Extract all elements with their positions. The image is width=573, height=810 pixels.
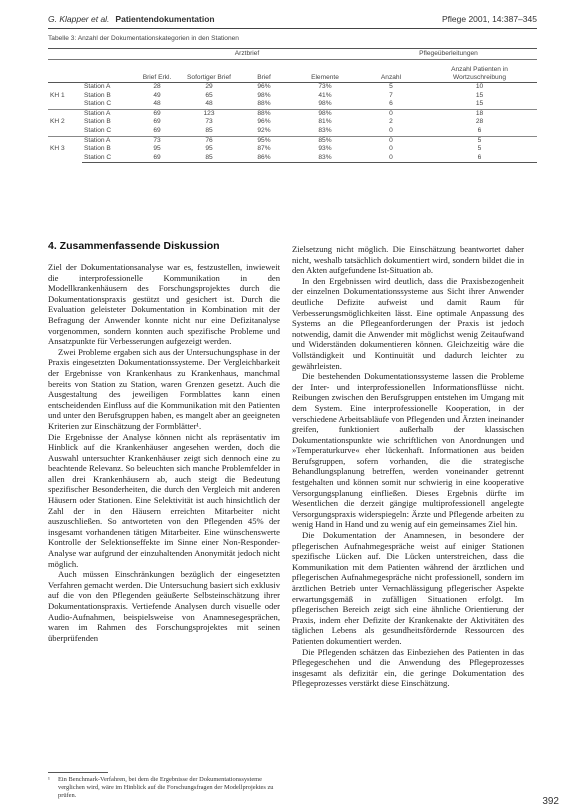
station-label: Station A: [82, 109, 134, 118]
table-cell: 0: [360, 154, 422, 163]
left-column: [48, 262, 280, 643]
table-cell: 5: [422, 136, 537, 145]
table-row: [48, 136, 537, 145]
paragraph: Die Dokumentation der Anamnesen, in besondere der pflegerischen Aufnahmegespräche weist auf einiger Stationen spezifische Lücken auf. Die Lücken unterstreichen, dass die Kommunikation mit dem Patienten während der ärztlichen und pflegerischen Aufnahmegespräche nicht professionell, sondern im ärztlichen Betrieb unter Vernachlässigung pflegerischer Aspekte erwartungsgemäß in zufälligen Situationen erfolgt. Im pflegerischen Bereich zeigt sich eine ähnliche Orientierung der Praxis, indem eher Defizite der Krankenakte der Aktivitäten des täglichen Lebens als gesundheitsfördernde Ressourcen des Patienten dokumentiert werden.: [292, 530, 524, 646]
table-row: [48, 109, 537, 118]
station-label: Station B: [84, 91, 111, 99]
table-cell: 81%: [318, 118, 332, 126]
table-cell: 87%: [257, 145, 271, 153]
table-header-row: [48, 60, 537, 83]
paragraph: Zielsetzung nicht möglich. Die Einschätzung beantwortet daher nicht, weshalb tatsächlich dokumentiert wird, sondern bildet die in den Akten aufgefundene Ist-Situation ab.: [292, 244, 524, 276]
col-header: Anzahl Patienten in Wortzuschreibung: [422, 60, 537, 83]
table-row: [48, 154, 537, 163]
table-cell: 86%: [238, 154, 290, 163]
table-cell: 95%: [238, 136, 290, 145]
table-cell: 41%: [318, 91, 332, 99]
table-cell: 85%: [290, 136, 360, 145]
table-cell: 6: [422, 154, 537, 163]
right-column: [292, 244, 524, 689]
table-cell: 7: [389, 91, 393, 99]
hospital-label: KH 1: [48, 83, 82, 110]
table-cell: 98%: [257, 91, 271, 99]
table-cell: 73: [134, 136, 180, 145]
table-cell: 76: [180, 136, 238, 145]
table-cell: 15: [475, 91, 484, 99]
header-authors: G. Klapper et al.: [48, 14, 110, 24]
footnote-text: Ein Benchmark-Verfahren, bei dem die Ergebnisse der Dokumentationssysteme verglichen wird, wäre im Hinblick auf die Forschungsfragen der Modellprojektes zu prüfen.: [58, 776, 274, 799]
station-label: Station B: [84, 145, 111, 153]
running-header: [48, 14, 537, 26]
table-row: [48, 118, 537, 127]
table-cell: 65: [205, 91, 213, 99]
table-cell: 10: [422, 83, 537, 92]
group-header-pflege: Pflegeüberleitungen: [360, 49, 537, 60]
group-header-arztbrief: Arztbrief: [134, 49, 360, 60]
table-cell: 48: [153, 100, 161, 108]
station-label: Station C: [84, 100, 112, 108]
table-cell: 93%: [318, 145, 332, 153]
paragraph: In den Ergebnissen wird deutlich, dass die Praxisbezogenheit der einzelnen Dokumentationssysteme aus Sicht ihrer Anwender deutliche Defizite aufweist und damit Raum für Verbesserungsmöglichkeiten lässt. Eine optimale Anpassung des Systems an die Pflegeanforderungen der Praxis ist jedoch notwendig, damit die Anwender mit möglichst wenig Zeitaufwand und Widerständen dokumentieren können. Gleichzeitig wäre die Vollständigkeit und Kontinuität und dadurch leichter zu gewährleisten.: [292, 275, 524, 371]
table-body: [48, 83, 537, 163]
section-title: 4. Zusammenfassende Diskussion: [48, 240, 220, 252]
station-label: Station B: [84, 118, 111, 126]
header-left: [48, 14, 215, 24]
hospital-label: KH 3: [48, 136, 82, 163]
station-label: Station A: [82, 83, 134, 92]
table-row: [48, 100, 537, 109]
table-row: [48, 145, 537, 154]
table-group-header-row: [48, 49, 537, 60]
table-cell: 98%: [318, 100, 332, 108]
table-cell: 48: [205, 100, 213, 108]
table-cell: 18: [422, 109, 537, 118]
header-section: Patientendokumentation: [115, 14, 215, 24]
paragraph: Ziel der Dokumentationsanalyse war es, festzustellen, inwieweit die interprofessionelle Kommunikation in den Modellkrankenhäusern des Forschungsprojektes durch die Dokumentationspraxis gestützt und gesichert ist. Durch die Evaluation geleisteter Dokumentation in Kombination mit der Befragung der Anwender konnte nicht nur eine Defizitanalyse vorgenommen, sondern konnten auch spezifische Probleme und Ansatzpunkte für Verbesserungen aufgezeigt werden.: [48, 262, 280, 347]
col-header: Elemente: [290, 60, 360, 83]
table-row: [48, 83, 537, 92]
station-label: Station C: [84, 126, 112, 134]
table-cell: 0: [360, 136, 422, 145]
table-cell: 98%: [290, 109, 360, 118]
paragraph: Die Pflegenden schätzen das Einbeziehen des Patienten in das Pflegegeschehen und die Anwendung des Pflegeprozesses insgesamt als defizitär ein, die geringe Dokumentation des Pflegeprozesses verstärkt diese Einschätzung.: [292, 646, 524, 689]
table-cell: 6: [477, 126, 482, 134]
table-cell: 96%: [257, 118, 271, 126]
col-header: Anzahl: [360, 60, 422, 83]
table-cell: 95: [153, 145, 161, 153]
table-cell: 5: [477, 145, 482, 153]
table-cell: 69: [153, 126, 161, 134]
table-cell: 85: [205, 126, 213, 134]
table-cell: 73%: [290, 83, 360, 92]
paragraph: Die Ergebnisse der Analyse können nicht als repräsentativ im Hinblick auf die Krankenhäuser angesehen werden, doch die Auswahl untersuchter Krankenhäuser zeigt sich dennoch eine zu beachtende Relevanz. So beleuchten sich manche Problemfelder in allen drei Krankenhäusern ab, auch steigt die Bedeutung spezifischer Besonderheiten, die durch den Vergleich mit anderen Häusern oder Stationen. Eine Selektivität ist auch hinsichtlich der Zahl der in den Häusern erreichten Mitarbeiter nicht auszuschließen. So antworteten von den Pflegenden 45% der insgesamt vorhandenen tätigen Mitarbeiter. Eine wünschenswerte Kontrolle der Selektionseffekte im Sinne einer Non-Responder-Analyse war aufgrund der einzuhaltenden Anonymität jedoch nicht möglich.: [48, 431, 280, 569]
table-cell: 88%: [257, 100, 271, 108]
table-row: [48, 92, 537, 101]
footnote-rule: [48, 772, 108, 773]
table-cell: 0: [360, 109, 422, 118]
table-cell: 0: [389, 145, 393, 153]
hospital-label: KH 2: [48, 109, 82, 136]
table-cell: 28: [134, 83, 180, 92]
table-cell: 123: [180, 109, 238, 118]
table-cell: 5: [360, 83, 422, 92]
table-cell: 92%: [257, 126, 271, 134]
table-cell: 69: [134, 154, 180, 163]
table-cell: 15: [475, 100, 484, 108]
table-cell: 0: [389, 126, 393, 134]
table-cell: 73: [205, 118, 213, 126]
paragraph: Zwei Probleme ergaben sich aus der Untersuchungsphase in der Praxis eingesetzten Dokumentationssysteme. Der Vergleichbarkeit der Ergebnisse von Krankenhaus zu Krankenhaus, manchmal bereits von Station zu Station, waren Grenzen gesetzt. Auch die Ausgestaltung des jeweiligen Formblattes kann einen entscheidenden Einfluss auf die Kommunikation mit den Patienten und unter den Berufsgruppen haben, es mangelt aber an geeigneten Kriterien zur Einschätzung der Formblätter¹.: [48, 346, 280, 431]
table-cell: 96%: [238, 83, 290, 92]
paragraph: Die bestehenden Dokumentationssysteme lassen die Probleme der Inter- und interprofessionellen Informationsflüsse nicht. Reibungen zwischen den Berufsgruppen entstehen im Umgang mit dem System. Eine interprofessionelle Kooperation, in der verschiedene Arbeitsabläufe von Pflegenden und Ärzten ineinander greifen, funktioniert außerhalb der klassischen Dokumentationspunkte wie schriftlichen von Anordnungen und »Temperaturkurve« eher lückenhaft. Informationen aus beiden Berufsgruppen, sofern vorhanden, die die strategische Behandlungsplanung betreffen, werden voneinander getrennt festgehalten und können somit nur schwierig in eine kooperative Versorgungsplanung einfließen. Dieses Ergebnis dürfte im Wesentlichen die derzeit gängige multiprofessionell angelegte Versorgungspraxis widerspiegeln: Ärzte und Pflegende arbeiten zu wenig Hand in Hand und zu wenig auf ein gemeinsames Ziel hin.: [292, 371, 524, 530]
table-cell: 69: [134, 109, 180, 118]
table-cell: 69: [153, 118, 161, 126]
table-cell: 83%: [318, 126, 332, 134]
table-cell: 29: [180, 83, 238, 92]
footnote-mark: ¹: [48, 776, 50, 783]
col-header: Brief Erkl.: [134, 60, 180, 83]
data-table: [48, 48, 537, 163]
table-cell: 2: [389, 118, 393, 126]
table-cell: 85: [180, 154, 238, 163]
footnote: [48, 776, 280, 800]
station-label: Station A: [82, 136, 134, 145]
paragraph: Auch müssen Einschränkungen bezüglich der eingesetzten Verfahren gemacht werden. Die Untersuchung basiert sich exklusiv auf die von den Pflegenden geäußerte Selbsteinschätzung ihrer Dokumentationspraxis. Vertiefende Analysen durch visuelle oder Audio-Aufnahmen, beispielsweise von Anamnesegesprächen, waren im Rahmen des Forschungsprojektes mit seinen überprüfenden: [48, 569, 280, 643]
col-header: Sofortiger Brief: [180, 60, 238, 83]
table-cell: 49: [153, 91, 161, 99]
table-row: [48, 127, 537, 136]
header-rule: [48, 28, 537, 29]
header-journal: Pflege 2001, 14:387–345: [441, 14, 537, 24]
page-number: 392: [542, 796, 559, 807]
table-caption: Tabelle 3: Anzahl der Dokumentationskategorien in den Stationen: [48, 35, 239, 42]
station-label: Station C: [82, 154, 134, 163]
col-header: Brief: [238, 60, 290, 83]
table-cell: 28: [475, 118, 484, 126]
table-cell: 88%: [238, 109, 290, 118]
table-cell: 95: [205, 145, 213, 153]
table-cell: 83%: [290, 154, 360, 163]
table-cell: 6: [389, 100, 393, 108]
